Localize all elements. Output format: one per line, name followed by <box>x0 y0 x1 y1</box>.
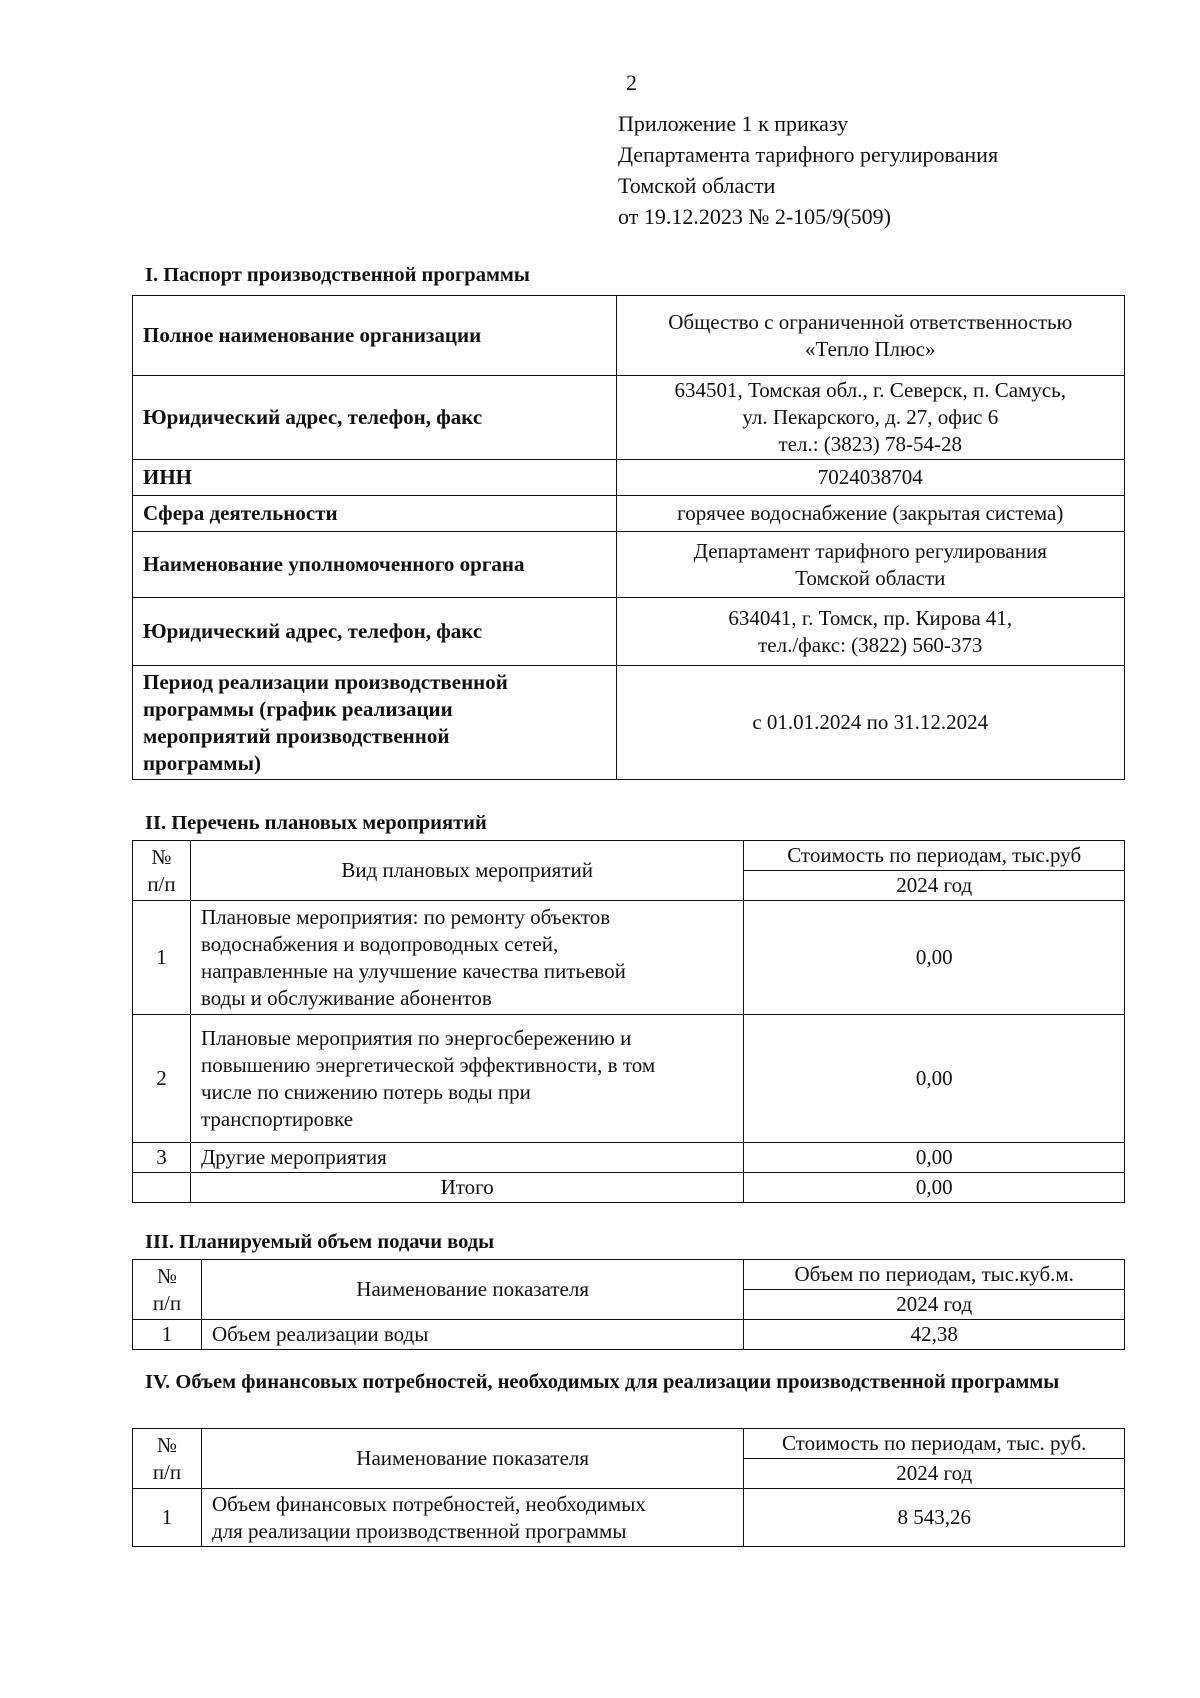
section2-title: II. Перечень плановых мероприятий <box>145 812 487 834</box>
passport-table <box>132 295 1125 780</box>
header-line: п/п <box>152 1459 182 1484</box>
value-line: Департамент тарифного регулирования <box>693 538 1047 563</box>
row-num: 3 <box>133 1143 191 1173</box>
table-row <box>133 901 1125 1015</box>
row-indicator: Объем реализации воды <box>201 1320 743 1350</box>
appendix-line: Приложение 1 к приказу <box>618 111 849 136</box>
water-volume-table <box>132 1259 1125 1350</box>
col-cost-header: Стоимость по периодам, тыс. руб. <box>744 1429 1125 1459</box>
value-line: тел.: (3823) 78-54-28 <box>778 432 963 456</box>
passport-label: Сфера деятельности <box>133 496 617 532</box>
table-row <box>133 496 1125 532</box>
table-header-row <box>133 841 1125 871</box>
label-line: Период реализации производственной <box>143 669 508 694</box>
desc-line: Плановые мероприятия по энергосбережению и <box>200 1025 632 1050</box>
row-value: 0,00 <box>744 1015 1125 1143</box>
col-name-header: Наименование показателя <box>201 1260 743 1320</box>
desc-line: для реализации производственной программы <box>211 1518 627 1543</box>
table-header-row <box>133 1260 1125 1290</box>
col-year-header: 2024 год <box>744 1459 1125 1489</box>
col-year-header: 2024 год <box>744 1290 1125 1320</box>
passport-label: Полное наименование организации <box>133 296 617 376</box>
label-line: мероприятий производственной <box>143 723 450 748</box>
header-line: п/п <box>152 1290 182 1315</box>
desc-line: числе по снижению потерь воды при <box>200 1079 531 1104</box>
value-line: с 01.01.2024 по 31.12.2024 <box>752 710 989 734</box>
passport-label <box>133 666 617 780</box>
section3-title: III. Планируемый объем подачи воды <box>145 1231 495 1253</box>
value-line: 634501, Томская обл., г. Северск, п. Самусь, <box>674 378 1066 402</box>
row-num: 1 <box>133 1320 202 1350</box>
table-header-row <box>133 1429 1125 1459</box>
col-name-header: Наименование показателя <box>201 1429 743 1489</box>
col-num-header <box>133 1429 202 1489</box>
appendix-header <box>618 108 998 232</box>
value-line: горячее водоснабжение (закрытая система) <box>677 501 1064 525</box>
col-name-header: Вид плановых мероприятий <box>190 841 743 901</box>
table-row <box>133 1143 1125 1173</box>
row-value: 0,00 <box>744 1143 1125 1173</box>
row-num: 1 <box>133 901 191 1015</box>
header-line: п/п <box>147 871 176 896</box>
row-indicator <box>201 1489 743 1547</box>
table-row <box>133 532 1125 598</box>
passport-label: ИНН <box>133 460 617 496</box>
table-row <box>133 1015 1125 1143</box>
table-row <box>133 376 1125 460</box>
passport-label: Юридический адрес, телефон, факс <box>133 598 617 666</box>
row-num: 2 <box>133 1015 191 1143</box>
col-volume-header: Объем по периодам, тыс.куб.м. <box>744 1260 1125 1290</box>
appendix-line: Томской области <box>618 173 776 198</box>
value-line: Общество с ограниченной ответственностью <box>668 309 1073 334</box>
row-description <box>190 1143 743 1173</box>
desc-line: транспортировке <box>200 1106 354 1131</box>
financial-needs-table <box>132 1428 1125 1547</box>
header-line: № <box>156 1432 177 1457</box>
row-description <box>190 1015 743 1143</box>
passport-value <box>616 666 1124 780</box>
desc-line: повышению энергетической эффективности, в том <box>200 1052 656 1077</box>
total-row <box>133 1173 1125 1203</box>
row-value: 0,00 <box>744 901 1125 1015</box>
header-line: № <box>156 1263 177 1288</box>
passport-value <box>616 598 1124 666</box>
value-line: 634041, г. Томск, пр. Кирова 41, <box>728 605 1013 630</box>
value-line: 7024038704 <box>817 465 923 489</box>
row-value: 8 543,26 <box>744 1489 1125 1547</box>
desc-line: Плановые мероприятия: по ремонту объектов <box>200 904 611 929</box>
col-num-header <box>133 1260 202 1320</box>
row-description <box>190 901 743 1015</box>
total-label: Итого <box>190 1173 743 1203</box>
section1-title: I. Паспорт производственной программы <box>145 264 530 286</box>
total-value: 0,00 <box>744 1173 1125 1203</box>
desc-line: воды и обслуживание абонентов <box>200 985 492 1010</box>
desc-line: Объем финансовых потребностей, необходимых <box>211 1491 646 1516</box>
col-year-header: 2024 год <box>744 871 1125 901</box>
desc-line: Другие мероприятия <box>200 1145 387 1169</box>
page-number: 2 <box>626 70 637 95</box>
table-row <box>133 1320 1125 1350</box>
passport-value <box>616 460 1124 496</box>
section4-title: IV. Объем финансовых потребностей, необходимых для реализации производственной программы <box>145 1371 1060 1393</box>
col-cost-header: Стоимость по периодам, тыс.руб <box>744 841 1125 871</box>
passport-value <box>616 376 1124 460</box>
row-value: 42,38 <box>744 1320 1125 1350</box>
value-line: тел./факс: (3822) 560-373 <box>758 632 983 657</box>
table-row <box>133 460 1125 496</box>
label-line: программы) <box>143 750 261 775</box>
passport-value <box>616 296 1124 376</box>
value-line: «Тепло Плюс» <box>805 336 936 361</box>
table-row <box>133 598 1125 666</box>
passport-label: Юридический адрес, телефон, факс <box>133 376 617 460</box>
col-num-header <box>133 841 191 901</box>
value-line: ул. Пекарского, д. 27, офис 6 <box>742 405 999 429</box>
total-empty-cell <box>133 1173 191 1203</box>
passport-label: Наименование уполномоченного органа <box>133 532 617 598</box>
activities-table <box>132 840 1125 1203</box>
table-row <box>133 1489 1125 1547</box>
table-row <box>133 296 1125 376</box>
passport-value <box>616 496 1124 532</box>
label-line: программы (график реализации <box>143 696 453 721</box>
appendix-order-date: от 19.12.2023 № 2-105/9(509) <box>618 204 891 229</box>
appendix-line: Департамента тарифного регулирования <box>618 142 999 167</box>
row-num: 1 <box>133 1489 202 1547</box>
desc-line: водоснабжения и водопроводных сетей, <box>200 931 559 956</box>
table-row <box>133 666 1125 780</box>
passport-value <box>616 532 1124 598</box>
value-line: Томской области <box>795 565 946 590</box>
desc-line: направленные на улучшение качества питьевой <box>200 958 626 983</box>
header-line: № <box>151 844 172 869</box>
